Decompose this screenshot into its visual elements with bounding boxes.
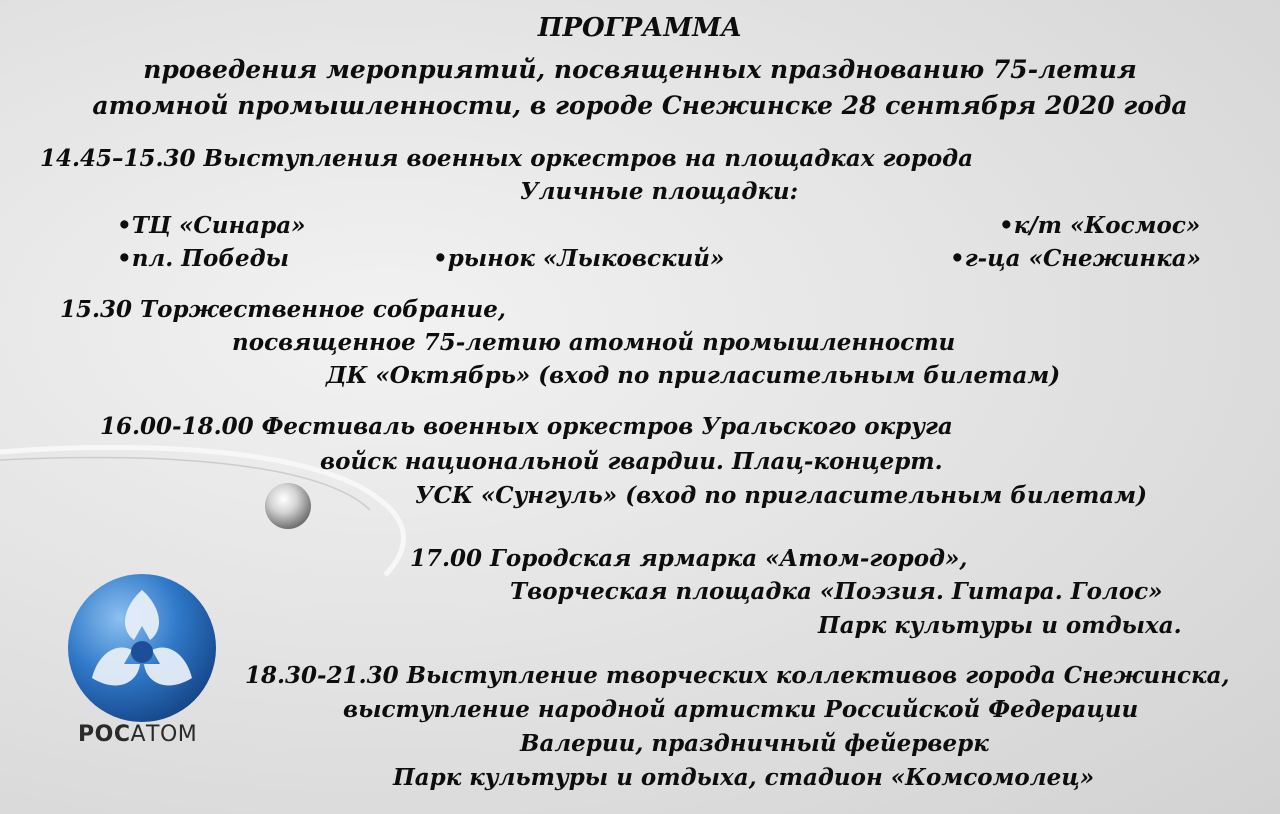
- rosatom-logo-icon: [62, 568, 222, 728]
- event5-line3: Валерии, праздничный фейерверк: [520, 730, 989, 757]
- rosatom-logo-text: [78, 722, 197, 747]
- event1-heading: Уличные площадки:: [520, 178, 799, 205]
- event3-line2: войск национальной гвардии. Плац-концерт.: [320, 448, 943, 475]
- venue-pl-pobedy: •пл. Победы: [117, 245, 289, 272]
- event2-line1: 15.30 Торжественное собрание,: [60, 296, 506, 323]
- program-subtitle-line1: проведения мероприятий, посвященных празднованию 75-летия: [143, 55, 1137, 84]
- venue-sinara: •ТЦ «Синара»: [117, 212, 306, 239]
- event5-line4: Парк культуры и отдыха, стадион «Комсомолец»: [393, 764, 1095, 791]
- event4-line3: Парк культуры и отдыха.: [818, 612, 1182, 639]
- event2-line3: ДК «Октябрь» (вход по пригласительным билетам): [326, 362, 1061, 389]
- event5-line2: выступление народной артистки Российской Федерации: [343, 696, 1139, 723]
- logo-text-light: АТОМ: [130, 722, 198, 747]
- program-title: ПРОГРАММА: [537, 13, 743, 43]
- venue-rynok: •рынок «Лыковский»: [433, 245, 725, 272]
- event5-line1: 18.30-21.30 Выступление творческих коллективов города Снежинска,: [245, 662, 1230, 689]
- event4-line1: 17.00 Городская ярмарка «Атом-город»,: [410, 545, 968, 572]
- venue-snezhinka: •г-ца «Снежинка»: [950, 245, 1202, 272]
- decorative-sphere: [265, 483, 311, 529]
- event1-line1: 14.45–15.30 Выступления военных оркестров на площадках города: [40, 145, 974, 172]
- event3-line3: УСК «Сунгуль» (вход по пригласительным билетам): [415, 482, 1148, 509]
- logo-text-bold: РОС: [78, 722, 131, 747]
- venue-kosmos: •к/т «Космос»: [999, 212, 1201, 239]
- program-subtitle-line2: атомной промышленности, в городе Снежинске 28 сентября 2020 года: [92, 91, 1188, 120]
- event2-line2: посвященное 75-летию атомной промышленности: [232, 329, 956, 356]
- event4-line2: Творческая площадка «Поэзия. Гитара. Голос»: [510, 578, 1163, 605]
- event3-line1: 16.00-18.00 Фестиваль военных оркестров Уральского округа: [100, 413, 953, 440]
